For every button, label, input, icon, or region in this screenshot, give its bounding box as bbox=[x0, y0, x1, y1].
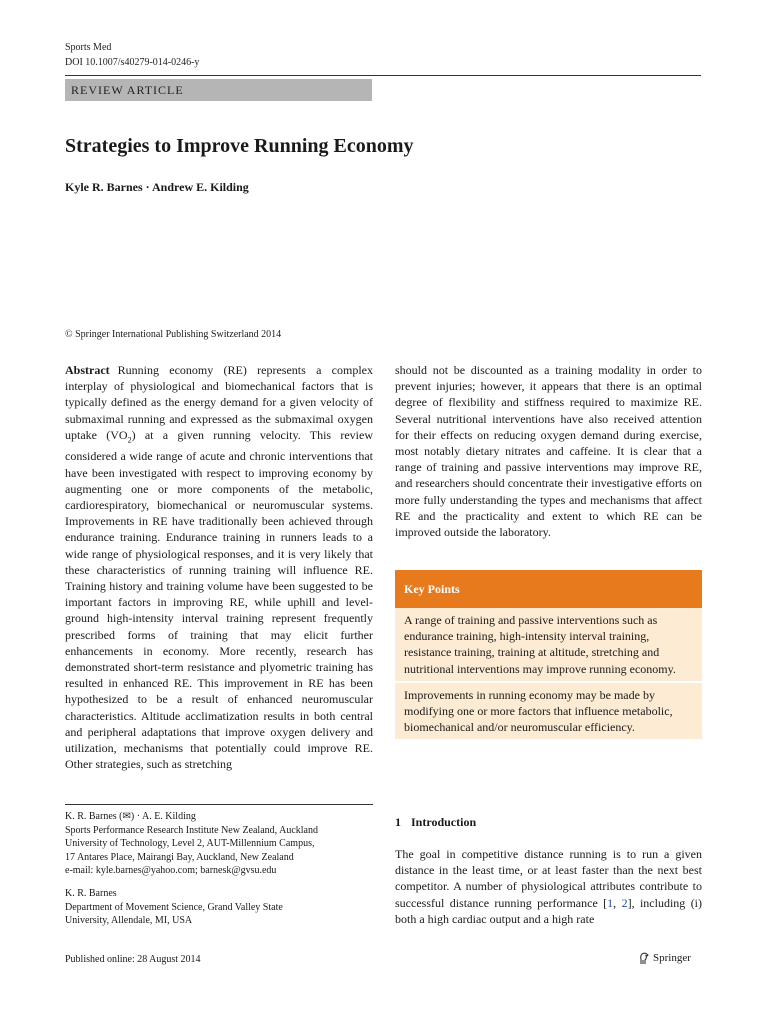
affiliation-names: K. R. Barnes (✉) · A. E. Kilding bbox=[65, 811, 196, 822]
abstract bbox=[65, 362, 373, 772]
abstract-text: Running economy (RE) represents a complex interplay of physiological and biomechanical factors that is typically defined as the energy demand for a given velocity of submaximal running and expressed as the submaximal oxygen uptake (VO bbox=[65, 363, 373, 442]
section-title: Introduction bbox=[411, 815, 477, 829]
affiliation-line: University, Allendale, MI, USA bbox=[65, 915, 193, 926]
section-number: 1 bbox=[395, 815, 401, 829]
affiliation-line: Department of Movement Science, Grand Valley State bbox=[65, 901, 283, 913]
key-point-item: A range of training and passive interventions such as endurance training, high-intensity interval training, resistance training, training at altitude, stretching and nutritional interventions may improve running economy. bbox=[395, 608, 702, 681]
affiliation-line: University of Technology, Level 2, AUT-Millennium Campus, bbox=[65, 838, 315, 849]
publisher-name: Springer bbox=[653, 952, 691, 964]
introduction-text bbox=[395, 846, 702, 927]
journal-name: Sports Med bbox=[65, 42, 112, 53]
affiliation-line: 17 Antares Place, Mairangi Bay, Auckland, New Zealand bbox=[65, 851, 294, 863]
authors[interactable]: Kyle R. Barnes · Andrew E. Kilding bbox=[65, 180, 249, 194]
intro-text-after: ], including (i) both a high cardiac output and a high rate bbox=[395, 895, 703, 926]
springer-horse-icon bbox=[638, 952, 650, 965]
affiliation-names: K. R. Barnes bbox=[65, 888, 117, 899]
footnote-divider bbox=[65, 804, 373, 805]
key-points-box bbox=[395, 570, 702, 739]
abstract-label: Abstract bbox=[65, 363, 110, 377]
citation-separator: , bbox=[613, 895, 622, 910]
key-points-heading: Key Points bbox=[395, 570, 702, 608]
published-date: Published online: 28 August 2014 bbox=[65, 954, 201, 965]
citation-link[interactable]: 1 bbox=[607, 895, 614, 910]
copyright-notice: © Springer International Publishing Switzerland 2014 bbox=[65, 329, 282, 340]
header-divider bbox=[65, 75, 701, 76]
intro-text: The goal in competitive distance running is to run a given distance in the least time, or at least faster than the next best competitor. A number of physiological attributes contribute to successful distance running performance [ bbox=[395, 847, 702, 910]
affiliation-primary bbox=[65, 810, 373, 878]
section-heading-introduction bbox=[395, 814, 476, 830]
publisher-logo bbox=[638, 951, 691, 966]
doi[interactable]: DOI 10.1007/s40279-014-0246-y bbox=[65, 57, 200, 68]
citation-link[interactable]: 2 bbox=[621, 895, 628, 910]
article-type-banner: REVIEW ARTICLE bbox=[65, 79, 372, 101]
affiliation-line: Sports Performance Research Institute New Zealand, Auckland bbox=[65, 824, 318, 836]
abstract-continued: should not be discounted as a training modality in order to prevent injuries; however, it appears that there is an optimal degree of flexibility and stiffness required to maximize RE. Several nutritional interventions have also received attention for their effects on reducing oxygen demand during exercise, most notably dietary nitrates and caffeine. It is clear that a range of training and passive interventions may improve RE, and researchers should concentrate their investigative efforts on more fully understanding the types and mechanisms that affect RE and the practicality and extent to which RE can be improved outside the laboratory. bbox=[395, 363, 702, 540]
affiliation-email[interactable]: e-mail: kyle.barnes@yahoo.com; barnesk@gvsu.edu bbox=[65, 865, 277, 876]
affiliation-secondary bbox=[65, 887, 373, 928]
abstract-text-after: ) at a given running velocity. This review considered a wide range of acute and chronic interventions that have been investigated with respect to improving economy by augmenting one or more components of the metabolic, cardiorespiratory, biomechanical or neuromuscular systems. Improvements in RE have traditionally been achieved through endurance training. Endurance training in runners leads to a wide range of physiological responses, and it is very likely that these characteristics of running training will influence RE. Training history and training volume have been suggested to be important factors in improving RE, while uphill and level-ground high-intensity interval training represent frequently prescribed forms of training that may elicit further enhancements in economy. More recently, research has demonstrated short-term resistance and plyometric training has resulted in enhanced RE. This improvement in RE has been hypothesized to be a result of enhanced neuromuscular characteristics. Altitude acclimatization results in both central and peripheral adaptations that improve oxygen delivery and utilization, mechanisms that potentially could improve RE. Other strategies, such as stretching bbox=[65, 427, 373, 772]
article-title: Strategies to Improve Running Economy bbox=[65, 135, 414, 157]
key-point-item: Improvements in running economy may be made by modifying one or more factors that influence metabolic, biomechanical and/or neuromuscular efficiency. bbox=[395, 683, 702, 740]
abstract-subscript: 2 bbox=[127, 435, 132, 445]
